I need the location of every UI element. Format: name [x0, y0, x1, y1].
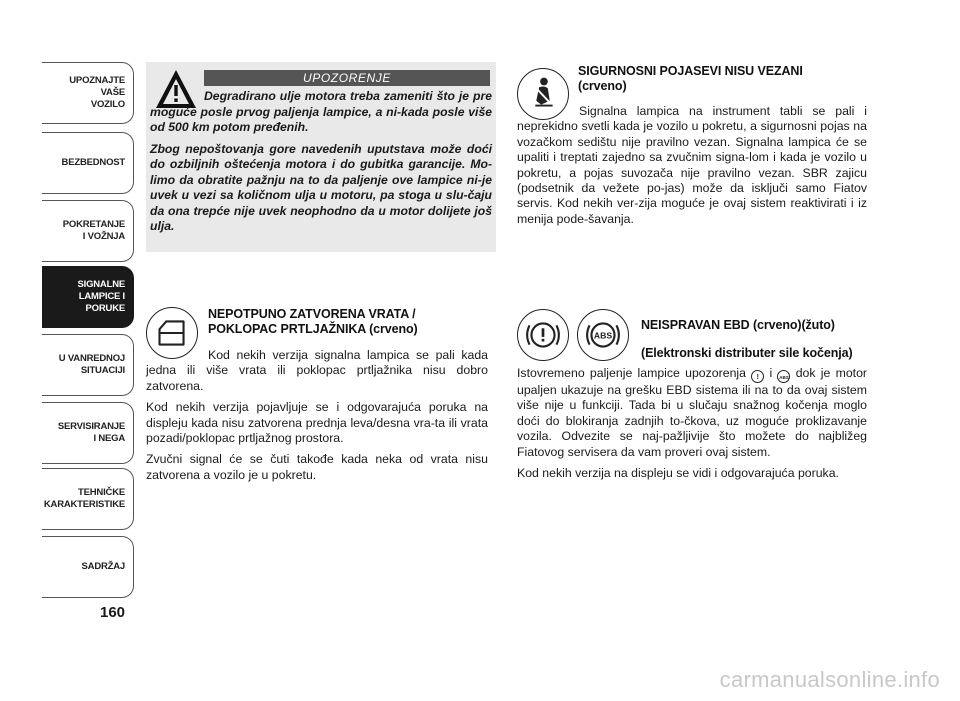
- doors-body: [146, 348, 488, 489]
- warning-paragraph: Degradirano ulje motora treba zameniti što je pre moguće posle prvog paljenja lampice, a ni-kada posle više od 500 km potom pređenih.: [150, 89, 492, 134]
- seatbelt-body: [517, 104, 867, 233]
- seatbelt-paragraph: Signalna lampica na instrument tabli se pali i neprekidno svetli kada je vozilo u pokretu, a sigurnosni pojas na vozačkom sedištu nije pravilno vezan. Signalna lampica će se upaliti i treptati zajedno sa zvučnim signa-lom i kada je vozilo u pokretu, a pojas suvozača nije pravilno vezan. SBR zajicu (podsetnik da vežete po-jas) može da isključi samo Fiatov servis. Kod nekih ver-zija moguće je ovaj sistem reaktivirati i iz menija pode-šavanja.: [517, 104, 867, 226]
- tab-tehnicke-karakteristike[interactable]: TEHNIČKE KARAKTERISTIKE: [42, 468, 134, 530]
- doors-paragraph: Kod nekih verzija pojavljuje se i odgovarajuća poruka na displeju kada nisu zatvorena prednja leva/desna vra-ta ili vrata pozadi/poklopac prtljažnog prostora.: [146, 400, 488, 446]
- doors-heading-line: NEPOTPUNO ZATVORENA VRATA /: [208, 307, 416, 321]
- warning-title: UPOZORENJE: [204, 70, 490, 86]
- doors-paragraph: Zvučni signal će se čuti takođe kada neka od vrata nisu zatvorena a vozilo je u pokretu.: [146, 452, 488, 482]
- brake-warning-inline-icon: !: [751, 370, 764, 383]
- ebd-paragraph: [517, 366, 867, 460]
- ebd-body: [517, 366, 867, 487]
- page-number: 160: [100, 604, 126, 621]
- tab-pokretanje-i-voznja[interactable]: POKRETANJE I VOŽNJA: [42, 200, 134, 262]
- ebd-heading-line: NEISPRAVAN EBD (crveno)(žuto): [641, 318, 835, 332]
- ebd-text: i: [769, 366, 773, 380]
- tab-signalne-lampice-i-poruke[interactable]: SIGNALNE LAMPICE I PORUKE: [42, 266, 134, 328]
- tab-servisiranje-i-nega[interactable]: SERVISIRANJE I NEGA: [42, 402, 134, 464]
- seatbelt-heading-line: SIGURNOSNI POJASEVI NISU VEZANI: [578, 64, 803, 78]
- abs-inline-icon: ABS: [777, 370, 790, 383]
- ebd-text: Istovremeno paljenje lampice upozorenja: [517, 366, 746, 380]
- ebd-text: dok je motor upaljen ukazuje na grešku EBD sistema ili na to da ovaj sistem više nije u funkciji. Tada bi u slučaju snažnog kočenja moglo doći do blokiranja zadnjih to-čkova, uz moguće proklizavanje vozila. Odvezite se naj-pažljivije što možete do najbližeg Fiatovog servisera da vam proveri ovaj sistem.: [517, 366, 868, 459]
- warning-text: [150, 89, 492, 241]
- seatbelt-heading: [578, 64, 868, 94]
- tab-upoznajte-vase-vozilo[interactable]: UPOZNAJTE VAŠE VOZILO: [42, 62, 134, 124]
- doors-heading-line: POKLOPAC PRTLJAŽNIKA (crveno): [208, 322, 418, 336]
- warning-paragraph: Zbog nepoštovanja gore navedenih uputstava može doći do ozbiljnih oštećenja motora i do gubitka garancije. Mo-limo da obratite pažnju na to da paljenje ove lampice ni-je uvek u vezi sa količnom ulja u motoru, pa stoga u slu-čaju da ona trepće nije uvek neophodno da u motor dolijete još ulja.: [150, 141, 492, 233]
- abs-icon: [577, 309, 629, 361]
- brake-warning-icon: [517, 309, 569, 361]
- warning-box: [146, 62, 496, 252]
- doors-paragraph: Kod nekih verzija signalna lampica se pali kada jedna ili više vrata ili poklopac prtljažnika nisu dobro zatvorena.: [146, 348, 488, 393]
- watermark: carmanualsonline.info: [719, 667, 940, 692]
- ebd-heading: [641, 318, 871, 361]
- abs-icon-label: ABS: [593, 330, 613, 341]
- tab-u-vanrednoj-situaciji[interactable]: U VANREDNOJ SITUACIJI: [42, 334, 134, 396]
- tab-bezbednost[interactable]: BEZBEDNOST: [42, 132, 134, 194]
- seatbelt-heading-line: (crveno): [578, 79, 627, 93]
- tab-sadrzaj[interactable]: SADRŽAJ: [42, 536, 134, 598]
- ebd-heading-line: (Elektronski distributer sile kočenja): [641, 346, 853, 360]
- ebd-paragraph: Kod nekih verzija na displeju se vidi i odgovarajuća poruka.: [517, 466, 839, 481]
- doors-heading: [208, 307, 498, 337]
